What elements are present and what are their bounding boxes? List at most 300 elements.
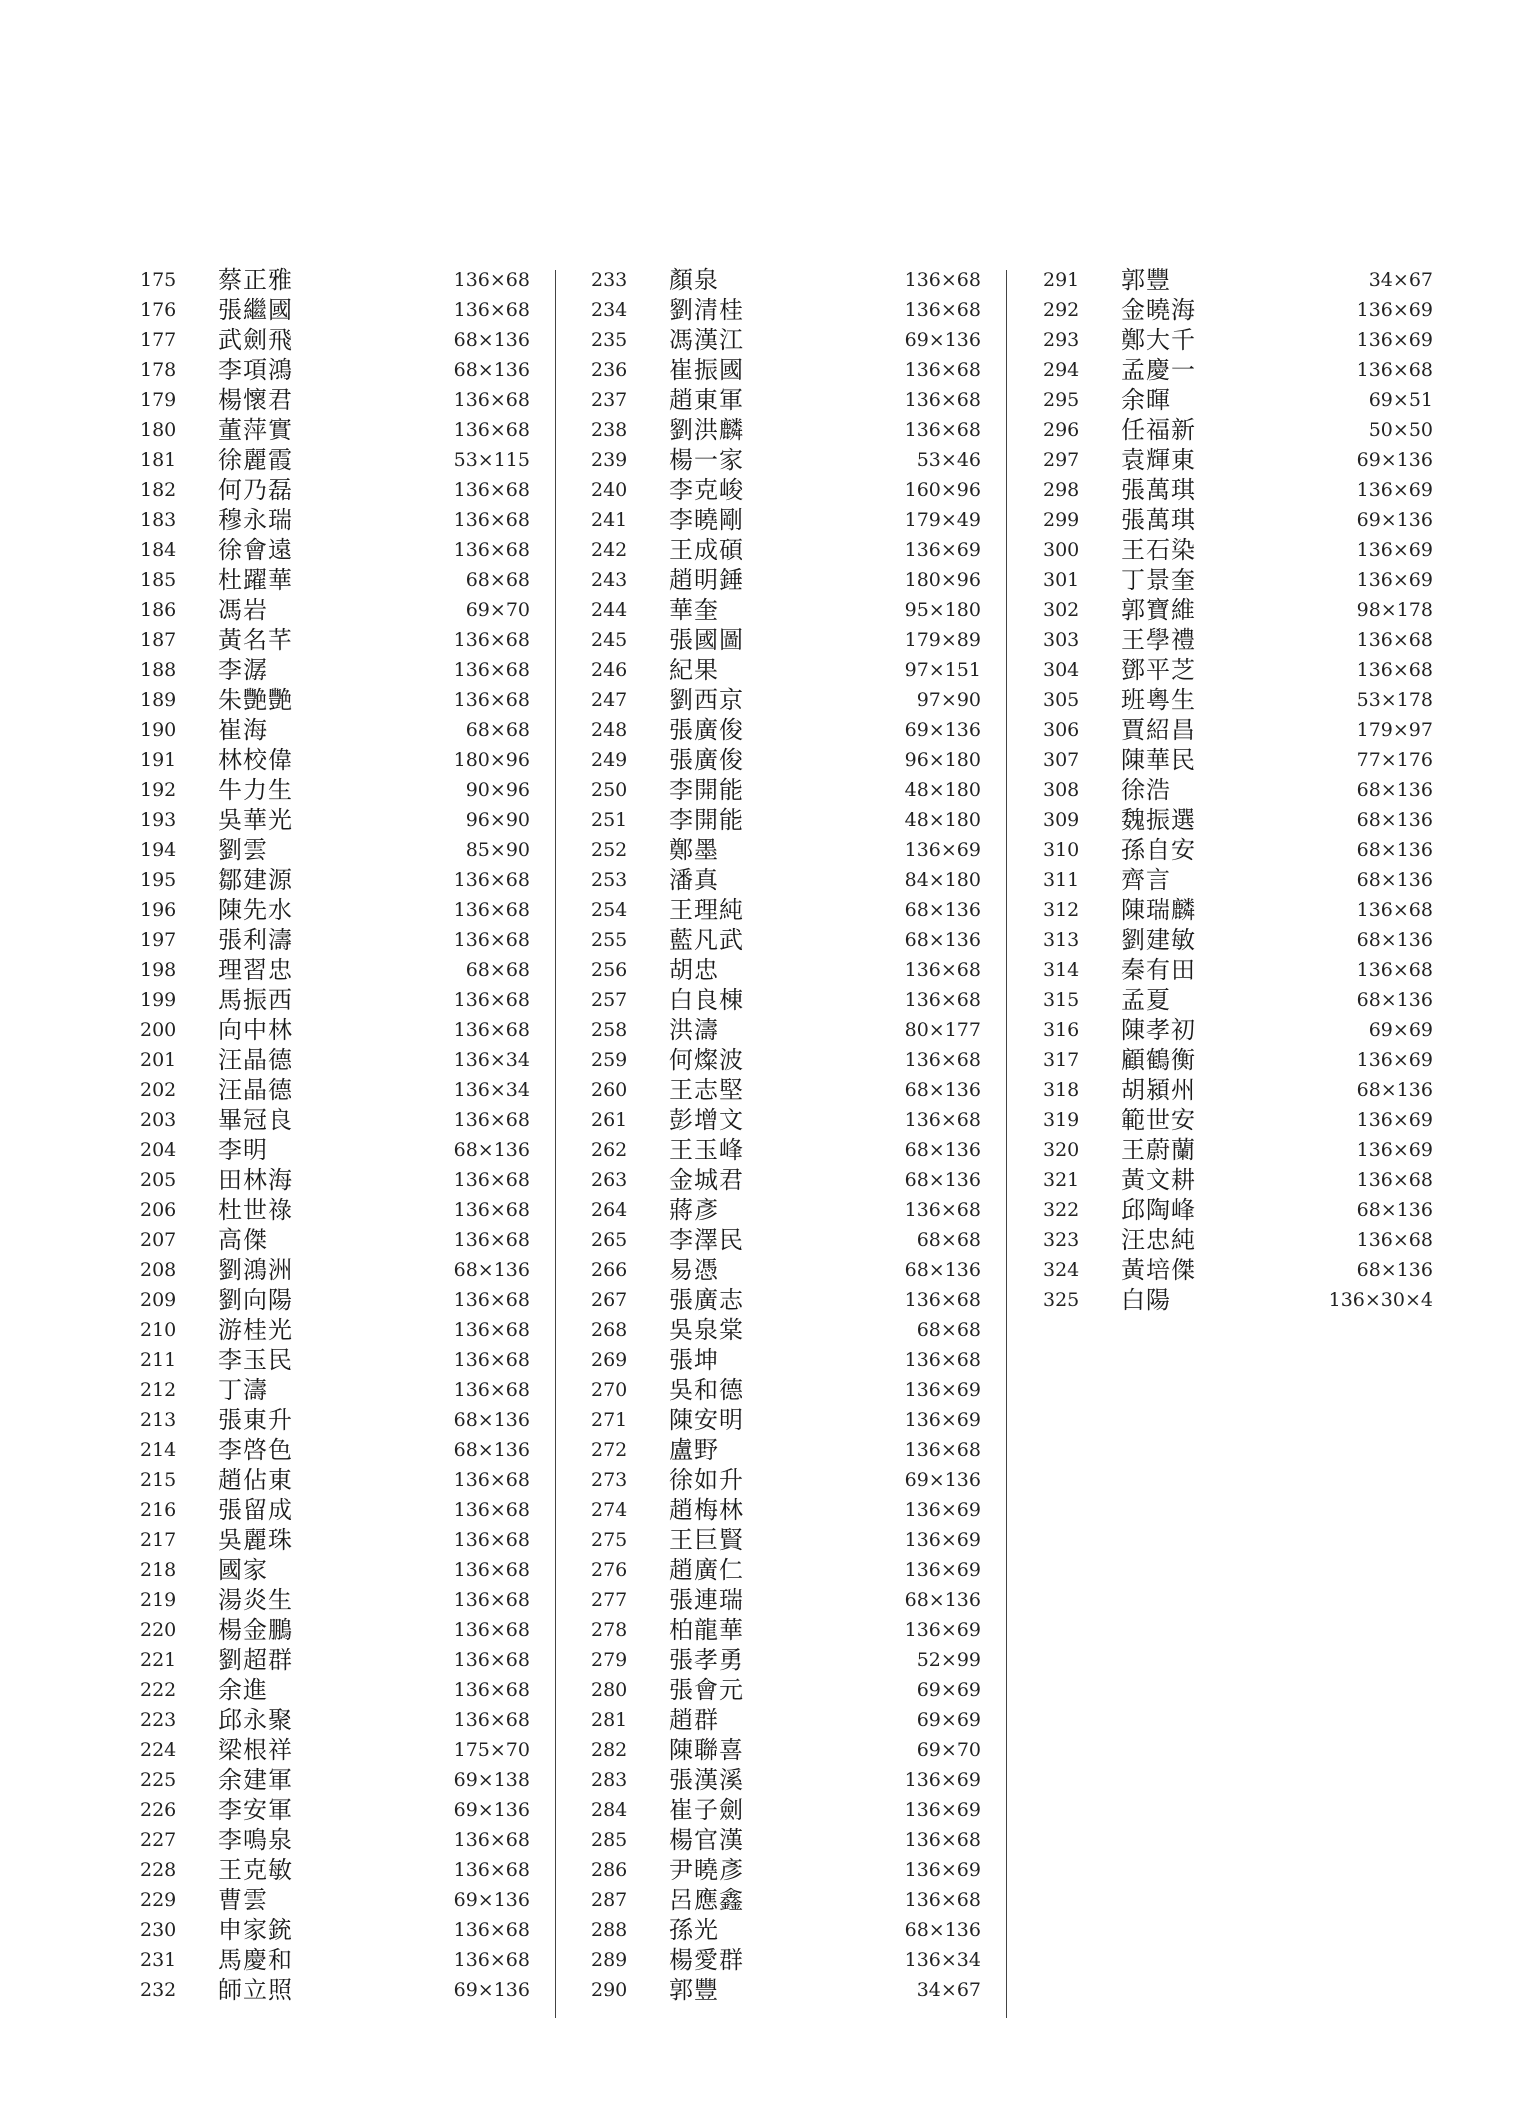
list-item [591,295,1011,325]
entry-number: 192 [140,779,177,801]
entry-name: 王玉峰 [669,1136,744,1164]
list-item [1043,535,1463,565]
list-item [140,595,560,625]
entry-name: 崔振國 [669,356,744,384]
entry-size: 136×34 [904,1949,981,1971]
entry-number: 178 [140,359,177,381]
list-item [1043,1015,1463,1045]
entry-number: 306 [1043,719,1080,741]
list-item [1043,475,1463,505]
entry-size: 68×68 [465,569,530,591]
entry-name: 白陽 [1121,1286,1171,1314]
entry-number: 304 [1043,659,1080,681]
list-item [591,1615,1011,1645]
entry-name: 田林海 [218,1166,293,1194]
list-item [140,1225,560,1255]
list-item [591,1555,1011,1585]
entry-name: 劉建敏 [1121,926,1196,954]
entry-number: 255 [591,929,628,951]
entry-size: 136×69 [1356,479,1433,501]
entry-number: 245 [591,629,628,651]
entry-size: 136×68 [904,1889,981,1911]
entry-number: 265 [591,1229,628,1251]
entry-name: 易憑 [669,1256,719,1284]
entry-number: 279 [591,1649,628,1671]
entry-name: 畢冠良 [218,1106,293,1134]
entry-size: 136×69 [1356,299,1433,321]
entry-name: 張連瑞 [669,1586,744,1614]
list-item [591,1075,1011,1105]
entry-name: 趙明錘 [669,566,744,594]
entry-name: 張萬琪 [1121,506,1196,534]
entry-number: 235 [591,329,628,351]
entry-number: 262 [591,1139,628,1161]
list-item [140,1795,560,1825]
entry-number: 213 [140,1409,177,1431]
entry-number: 206 [140,1199,177,1221]
list-item [140,865,560,895]
list-item [140,1675,560,1705]
entry-name: 董萍實 [218,416,293,444]
entry-number: 232 [140,1979,177,2001]
list-item [140,445,560,475]
entry-size: 68×68 [916,1319,981,1341]
entry-number: 269 [591,1349,628,1371]
entry-number: 188 [140,659,177,681]
entry-size: 136×68 [904,1289,981,1311]
entry-size: 84×180 [904,869,981,891]
entry-number: 292 [1043,299,1080,321]
entry-number: 251 [591,809,628,831]
entry-number: 261 [591,1109,628,1131]
entry-number: 181 [140,449,177,471]
entry-size: 136×68 [453,1499,530,1521]
entry-name: 黃培傑 [1121,1256,1196,1284]
entry-size: 136×68 [453,1229,530,1251]
entry-number: 187 [140,629,177,651]
entry-number: 249 [591,749,628,771]
entry-name: 向中林 [218,1016,293,1044]
list-item [140,1375,560,1405]
entry-size: 53×46 [916,449,981,471]
list-item [1043,1105,1463,1135]
entry-size: 136×68 [453,1379,530,1401]
entry-name: 李開能 [669,776,744,804]
entry-name: 楊懷君 [218,386,293,414]
entry-name: 黃名芊 [218,626,293,654]
entry-number: 277 [591,1589,628,1611]
entry-name: 趙群 [669,1706,719,1734]
entry-number: 189 [140,689,177,711]
entry-number: 321 [1043,1169,1080,1191]
list-item [1043,505,1463,535]
entry-number: 247 [591,689,628,711]
entry-name: 蔣彥 [669,1196,719,1224]
entry-size: 68×136 [1356,869,1433,891]
list-item [591,1315,1011,1345]
entry-name: 秦有田 [1121,956,1196,984]
list-item [591,1045,1011,1075]
entry-name: 劉洪麟 [669,416,744,444]
entry-name: 徐如升 [669,1466,744,1494]
entry-name: 杜躍華 [218,566,293,594]
list-item [591,1465,1011,1495]
entry-size: 136×68 [904,269,981,291]
entry-name: 朱艷艷 [218,686,293,714]
entry-number: 236 [591,359,628,381]
entry-number: 325 [1043,1289,1080,1311]
entry-size: 136×69 [1356,1139,1433,1161]
list-item [140,1825,560,1855]
entry-size: 68×136 [1356,1079,1433,1101]
list-item [1043,835,1463,865]
entry-size: 136×68 [904,959,981,981]
entry-size: 136×68 [904,1109,981,1131]
entry-size: 136×68 [904,419,981,441]
list-item [591,775,1011,805]
entry-name: 李潺 [218,656,268,684]
entry-number: 312 [1043,899,1080,921]
entry-number: 309 [1043,809,1080,831]
entry-number: 275 [591,1529,628,1551]
entry-size: 68×136 [904,929,981,951]
entry-size: 136×68 [904,1439,981,1461]
entry-size: 48×180 [904,809,981,831]
list-item [1043,955,1463,985]
list-item [140,1495,560,1525]
entry-name: 李啓色 [218,1436,293,1464]
entry-size: 136×34 [453,1049,530,1071]
entry-number: 240 [591,479,628,501]
entry-name: 劉西京 [669,686,744,714]
list-item [140,1885,560,1915]
entry-number: 244 [591,599,628,621]
list-item [1043,1135,1463,1165]
list-item [591,1585,1011,1615]
list-column-3 [1043,265,1463,1315]
entry-size: 52×99 [916,1649,981,1671]
entry-size: 136×68 [1356,359,1433,381]
entry-name: 吳華光 [218,806,293,834]
entry-number: 202 [140,1079,177,1101]
list-item [591,955,1011,985]
entry-size: 98×178 [1356,599,1433,621]
entry-number: 316 [1043,1019,1080,1041]
list-item [140,1705,560,1735]
entry-size: 136×69 [904,1409,981,1431]
entry-size: 179×97 [1356,719,1433,741]
list-item [591,445,1011,475]
entry-size: 136×68 [453,389,530,411]
entry-number: 276 [591,1559,628,1581]
entry-size: 96×180 [904,749,981,771]
entry-number: 222 [140,1679,177,1701]
entry-name: 鄭大千 [1121,326,1196,354]
entry-name: 何燦波 [669,1046,744,1074]
entry-name: 陳華民 [1121,746,1196,774]
entry-name: 王石染 [1121,536,1196,564]
list-item [140,835,560,865]
entry-size: 68×136 [453,1259,530,1281]
list-item [591,1165,1011,1195]
entry-number: 307 [1043,749,1080,771]
entry-number: 246 [591,659,628,681]
entry-name: 郭豐 [1121,266,1171,294]
entry-size: 34×67 [916,1979,981,2001]
entry-size: 180×96 [904,569,981,591]
list-item [591,1765,1011,1795]
entry-size: 80×177 [904,1019,981,1041]
list-item [591,1855,1011,1885]
entry-number: 284 [591,1799,628,1821]
list-item [140,1615,560,1645]
entry-size: 136×68 [1356,959,1433,981]
list-item [140,1585,560,1615]
entry-name: 徐浩 [1121,776,1171,804]
entry-size: 136×69 [904,1499,981,1521]
list-item [1043,565,1463,595]
entry-name: 王蔚蘭 [1121,1136,1196,1164]
entry-size: 136×69 [904,1529,981,1551]
entry-number: 248 [591,719,628,741]
list-item [591,565,1011,595]
list-item [140,925,560,955]
entry-name: 華奎 [669,596,719,624]
list-item [1043,715,1463,745]
entry-size: 68×136 [453,1409,530,1431]
list-item [140,1165,560,1195]
entry-size: 136×68 [453,1589,530,1611]
entry-number: 218 [140,1559,177,1581]
entry-size: 136×30×4 [1328,1289,1433,1311]
entry-size: 69×136 [904,719,981,741]
entry-size: 136×68 [904,389,981,411]
entry-name: 趙梅林 [669,1496,744,1524]
entry-name: 游桂光 [218,1316,293,1344]
entry-name: 王克敏 [218,1856,293,1884]
entry-number: 268 [591,1319,628,1341]
entry-name: 李澤民 [669,1226,744,1254]
entry-name: 陳安明 [669,1406,744,1434]
entry-number: 285 [591,1829,628,1851]
entry-size: 136×68 [453,479,530,501]
entry-number: 212 [140,1379,177,1401]
entry-name: 劉雲 [218,836,268,864]
entry-number: 207 [140,1229,177,1251]
list-item [1043,1255,1463,1285]
entry-size: 136×68 [453,1469,530,1491]
entry-size: 68×136 [904,1259,981,1281]
column-divider [555,270,556,2018]
entry-number: 274 [591,1499,628,1521]
list-item [140,1315,560,1345]
entry-size: 53×115 [453,449,530,471]
entry-number: 293 [1043,329,1080,351]
entry-name: 胡忠 [669,956,719,984]
list-item [140,1555,560,1585]
list-item [591,1105,1011,1135]
entry-name: 丁景奎 [1121,566,1196,594]
entry-name: 劉鴻洲 [218,1256,293,1284]
entry-name: 袁輝東 [1121,446,1196,474]
entry-name: 鄧平芝 [1121,656,1196,684]
entry-name: 張國圖 [669,626,744,654]
entry-number: 182 [140,479,177,501]
entry-name: 李鳴泉 [218,1826,293,1854]
list-item [591,355,1011,385]
entry-number: 225 [140,1769,177,1791]
entry-number: 313 [1043,929,1080,951]
list-item [591,1915,1011,1945]
list-item [591,1015,1011,1045]
entry-size: 68×136 [453,359,530,381]
list-item [591,1345,1011,1375]
entry-size: 136×69 [904,1799,981,1821]
list-item [591,1405,1011,1435]
entry-number: 271 [591,1409,628,1431]
entry-name: 張萬琪 [1121,476,1196,504]
entry-number: 195 [140,869,177,891]
entry-number: 177 [140,329,177,351]
entry-number: 296 [1043,419,1080,441]
entry-name: 蔡正雅 [218,266,293,294]
entry-name: 盧野 [669,1436,719,1464]
entry-size: 68×68 [916,1229,981,1251]
entry-size: 179×49 [904,509,981,531]
entry-size: 48×180 [904,779,981,801]
entry-number: 267 [591,1289,628,1311]
entry-name: 邱陶峰 [1121,1196,1196,1224]
list-item [591,475,1011,505]
entry-number: 288 [591,1919,628,1941]
entry-name: 楊金鵬 [218,1616,293,1644]
entry-size: 136×68 [453,1949,530,1971]
entry-size: 77×176 [1356,749,1433,771]
entry-number: 252 [591,839,628,861]
list-item [591,1255,1011,1285]
entry-size: 136×68 [453,1559,530,1581]
list-item [140,1255,560,1285]
entry-name: 汪晶德 [218,1046,293,1074]
entry-name: 紀果 [669,656,719,684]
entry-size: 53×178 [1356,689,1433,711]
list-item [1043,775,1463,805]
entry-name: 李玉民 [218,1346,293,1374]
entry-number: 319 [1043,1109,1080,1131]
entry-name: 洪濤 [669,1016,719,1044]
entry-size: 136×68 [453,1319,530,1341]
list-item [1043,1165,1463,1195]
entry-name: 張孝勇 [669,1646,744,1674]
entry-size: 68×68 [465,719,530,741]
list-item [591,1795,1011,1825]
entry-number: 289 [591,1949,628,1971]
entry-size: 136×68 [453,1199,530,1221]
entry-name: 劉清桂 [669,296,744,324]
entry-name: 劉向陽 [218,1286,293,1314]
list-item [1043,685,1463,715]
list-item [591,1135,1011,1165]
entry-size: 69×51 [1368,389,1433,411]
entry-size: 136×68 [453,1709,530,1731]
entry-name: 曹雲 [218,1886,268,1914]
entry-number: 258 [591,1019,628,1041]
entry-name: 李克峻 [669,476,744,504]
list-item [1043,805,1463,835]
entry-number: 311 [1043,869,1080,891]
entry-name: 汪忠純 [1121,1226,1196,1254]
entry-name: 邱永聚 [218,1706,293,1734]
entry-name: 王學禮 [1121,626,1196,654]
entry-number: 224 [140,1739,177,1761]
entry-name: 金曉海 [1121,296,1196,324]
list-item [140,1135,560,1165]
entry-name: 郭豐 [669,1976,719,2004]
entry-number: 197 [140,929,177,951]
list-item [1043,865,1463,895]
entry-size: 136×68 [904,1349,981,1371]
list-item [591,625,1011,655]
entry-number: 305 [1043,689,1080,711]
entry-name: 張廣志 [669,1286,744,1314]
entry-number: 184 [140,539,177,561]
list-item [140,1915,560,1945]
entry-number: 203 [140,1109,177,1131]
entry-size: 136×68 [453,1829,530,1851]
entry-number: 179 [140,389,177,411]
list-item [140,1525,560,1555]
list-item [140,265,560,295]
entry-number: 215 [140,1469,177,1491]
entry-number: 320 [1043,1139,1080,1161]
entry-number: 234 [591,299,628,321]
list-item [591,1825,1011,1855]
list-item [591,385,1011,415]
list-item [140,1285,560,1315]
entry-size: 136×68 [453,1679,530,1701]
entry-size: 69×69 [1368,1019,1433,1041]
entry-size: 136×68 [453,1649,530,1671]
entry-size: 85×90 [465,839,530,861]
entry-name: 馬慶和 [218,1946,293,1974]
entry-size: 136×68 [453,1169,530,1191]
entry-number: 300 [1043,539,1080,561]
entry-size: 136×68 [1356,1169,1433,1191]
entry-size: 69×136 [453,1889,530,1911]
entry-size: 136×68 [453,1109,530,1131]
entry-name: 魏振選 [1121,806,1196,834]
list-column-2 [591,265,1011,2005]
entry-number: 221 [140,1649,177,1671]
list-item [140,745,560,775]
entry-number: 256 [591,959,628,981]
entry-name: 陳瑞麟 [1121,896,1196,924]
entry-size: 136×68 [453,509,530,531]
entry-name: 李明 [218,1136,268,1164]
entry-number: 205 [140,1169,177,1191]
entry-name: 孟慶一 [1121,356,1196,384]
list-item [140,385,560,415]
list-item [591,1735,1011,1765]
entry-size: 179×89 [904,629,981,651]
entry-number: 278 [591,1619,628,1641]
entry-name: 孫光 [669,1916,719,1944]
entry-number: 308 [1043,779,1080,801]
entry-size: 136×69 [1356,539,1433,561]
entry-number: 301 [1043,569,1080,591]
entry-name: 王志堅 [669,1076,744,1104]
list-item [591,985,1011,1015]
